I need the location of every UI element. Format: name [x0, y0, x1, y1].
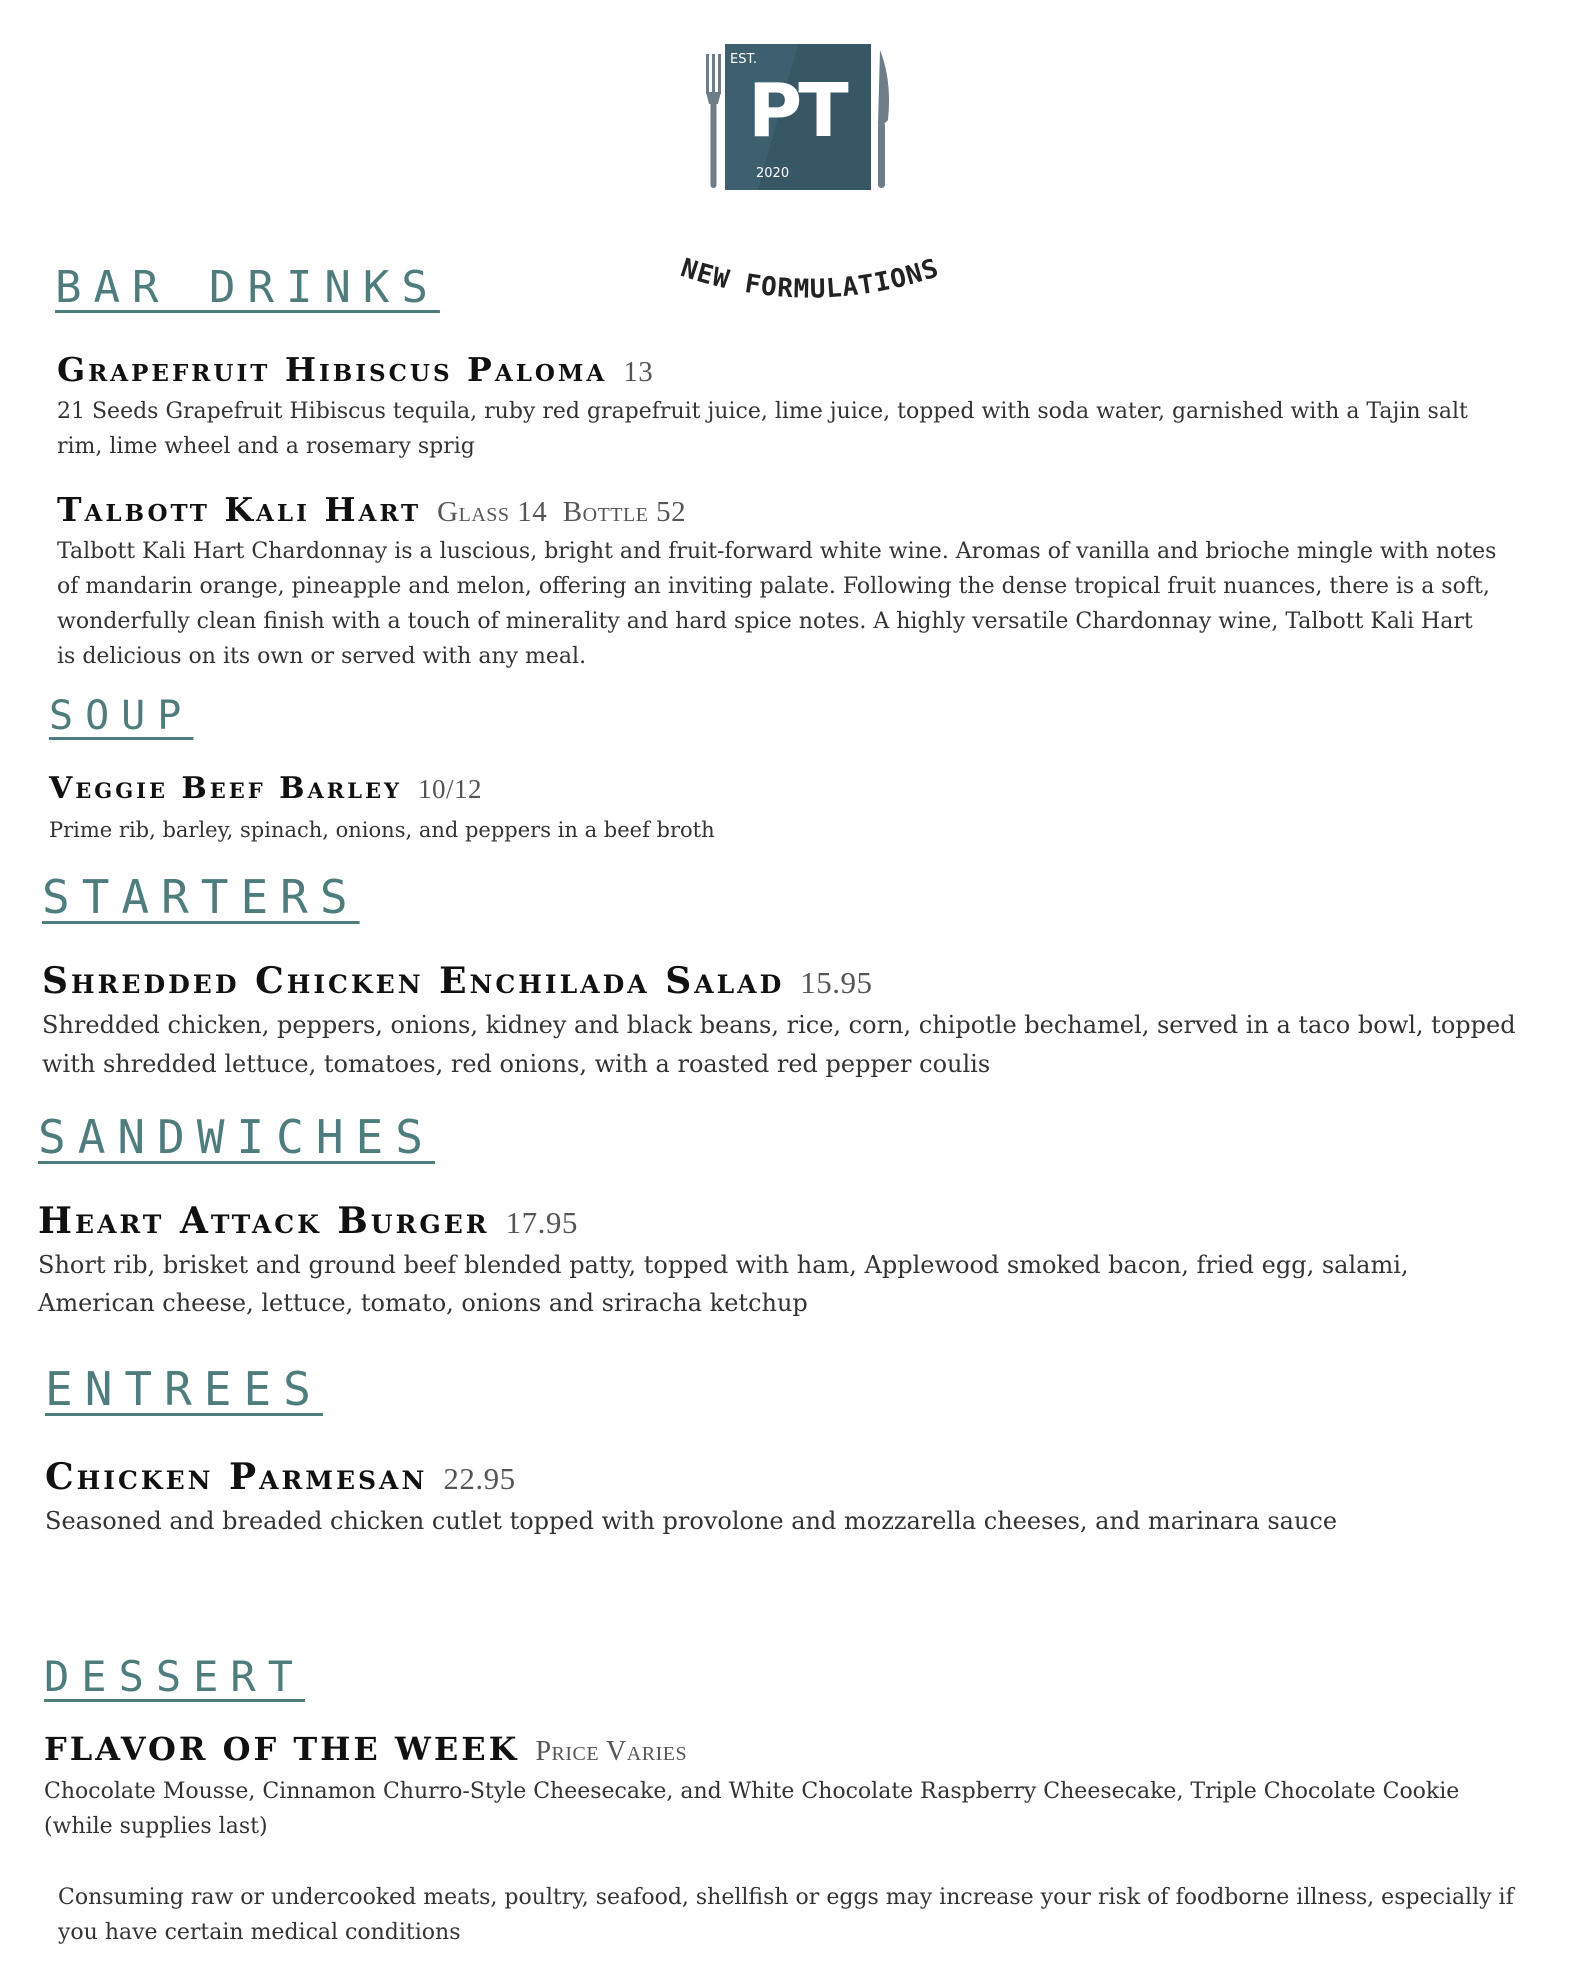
svg-text:NEW FORMULATIONS: [677, 253, 943, 304]
logo-est-label: EST.: [730, 52, 757, 67]
menu-item-name: [49, 771, 482, 806]
logo-monogram: PT: [748, 68, 845, 154]
item-description: Shredded chicken, peppers, onions, kidney and black beans, rice, corn, chipotle bechamel, served in a taco bowl, topped with shredded lettuce, tomatoes, red onions, with a roasted red pepper coulis: [42, 1011, 1516, 1078]
item-description: Prime rib, barley, spinach, onions, and peppers in a beef broth: [49, 818, 715, 842]
item-price: 13: [623, 356, 654, 388]
restaurant-logo: [698, 40, 898, 195]
item-price: 17.95: [505, 1205, 578, 1240]
section-title-starters: STARTERS: [42, 870, 360, 924]
item-description: Chocolate Mousse, Cinnamon Churro-Style Cheesecake, and White Chocolate Raspberry Cheesecake, Triple Chocolate Cookie (while supplies last): [44, 1779, 1460, 1839]
logo-year: 2020: [756, 166, 790, 181]
item-name-text: Veggie Beef Barley: [49, 771, 403, 806]
item-name-text: Chicken Parmesan: [45, 1456, 428, 1498]
menu-item-name: [57, 490, 686, 529]
item-name-text: Shredded Chicken Enchilada Salad: [42, 960, 785, 1002]
item-price: 22.95: [443, 1461, 516, 1496]
section-title-bar-drinks: BAR DRINKS: [55, 262, 440, 313]
food-safety-disclaimer: Consuming raw or undercooked meats, poultry, seafood, shellfish or eggs may increase your risk of foodborne illness, especially if you have certain medical conditions: [58, 1885, 1514, 1945]
menu-item-name: [42, 960, 873, 1002]
menu-item-name: [45, 1456, 516, 1498]
item-name-text: Grapefruit Hibiscus Paloma: [57, 350, 608, 389]
section-title-sandwiches: SANDWICHES: [38, 1110, 435, 1164]
menu-item-name: [38, 1200, 578, 1242]
item-name-text: FLAVOR OF THE WEEK: [44, 1730, 520, 1768]
item-description: Talbott Kali Hart Chardonnay is a luscious, bright and fruit-forward white wine. Aromas of vanilla and brioche mingle with notes of mandarin orange, pineapple and melon, offering an inviting palate. Following the dense tropical fruit nuances, there is a soft, wonderfully clean finish with a touch of minerality and hard spice notes. A highly versatile Chardonnay wine, Talbott Kali Hart is delicious on its own or served with any meal.: [57, 539, 1497, 669]
section-title-soup: SOUP: [49, 693, 194, 739]
new-formulations-banner: [600, 210, 1020, 330]
section-title-entrees: ENTREES: [45, 1362, 323, 1416]
item-price: 10/12: [418, 774, 483, 804]
item-price: Glass 14 Bottle 52: [437, 496, 687, 528]
section-title-dessert: DESSERT: [44, 1652, 306, 1701]
banner-text: NEW FORMULATIONS: [677, 253, 943, 305]
item-description: Seasoned and breaded chicken cutlet topped with provolone and mozzarella cheeses, and marinara sauce: [45, 1507, 1338, 1535]
item-name-text: Talbott Kali Hart: [57, 490, 422, 529]
menu-item-name: [57, 350, 653, 389]
item-name-text: Heart Attack Burger: [38, 1200, 490, 1242]
menu-item-name: [44, 1730, 687, 1768]
item-description: 21 Seeds Grapefruit Hibiscus tequila, ruby red grapefruit juice, lime juice, topped with soda water, garnished with a Tajin salt rim, lime wheel and a rosemary sprig: [57, 399, 1468, 459]
item-description: Short rib, brisket and ground beef blended patty, topped with ham, Applewood smoked bacon, fried egg, salami, American cheese, lettuce, tomato, onions and sriracha ketchup: [38, 1251, 1409, 1317]
item-price: 15.95: [800, 965, 873, 1000]
item-price: Price Varies: [535, 1736, 688, 1767]
